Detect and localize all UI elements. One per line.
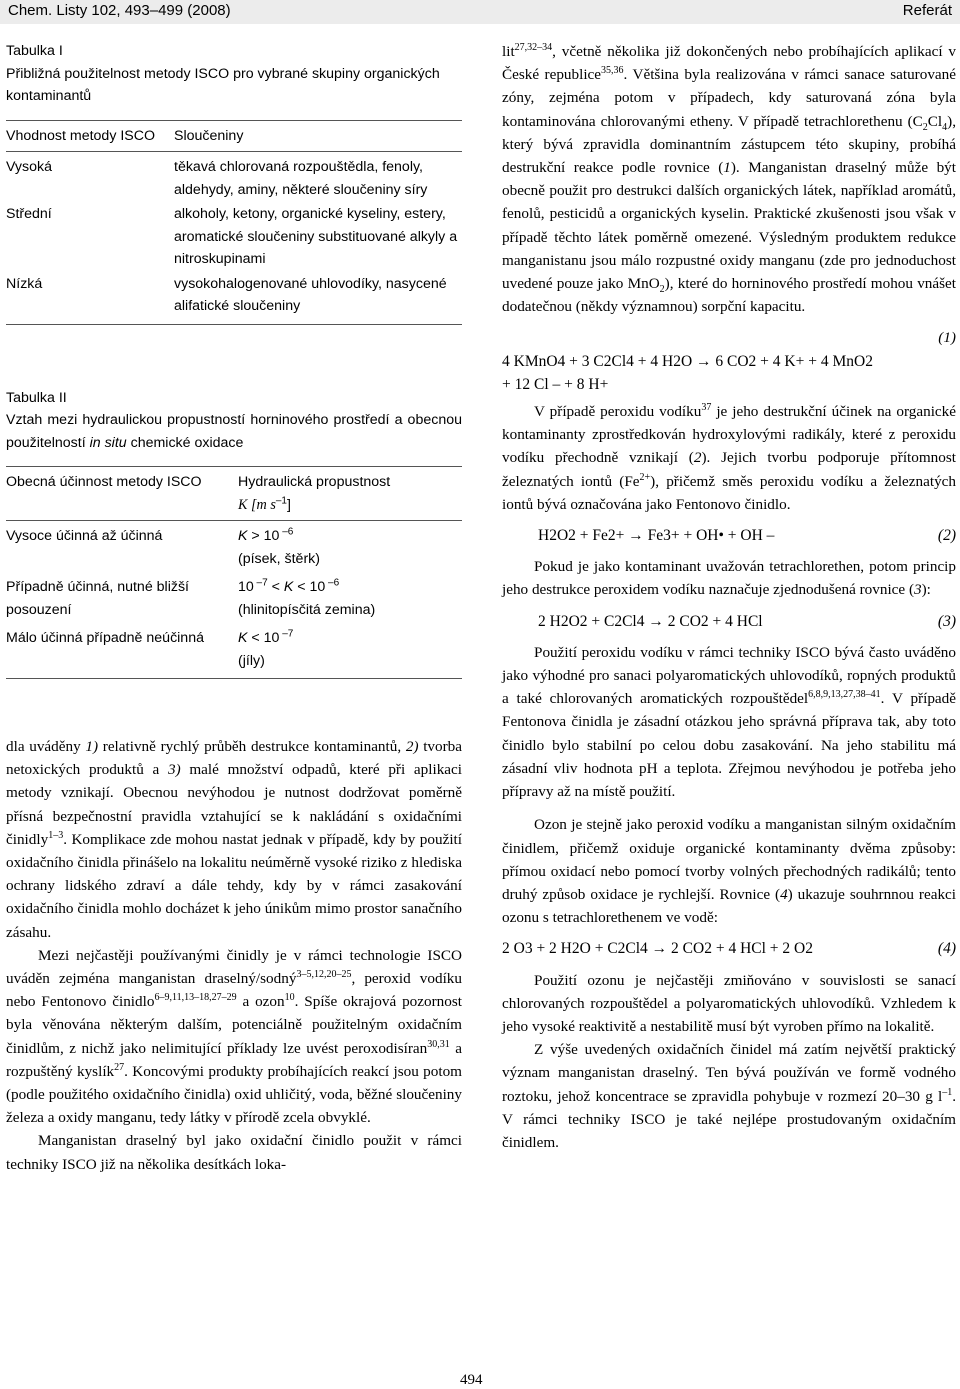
table-cell-compounds: těkavá chlorovaná rozpouštědla, fenoly, aldehydy, aminy, některé sloučeniny síry bbox=[174, 159, 428, 198]
table-cell-permeability: K > 10 $^{-6}$ (písek, štěrk) bbox=[238, 526, 320, 567]
table-2-header-rule bbox=[6, 520, 462, 521]
table-cell-compounds: vysokohalogenované uhlovodíky, nasycené alifatické sloučeniny bbox=[174, 275, 447, 314]
table-1-header-compounds: Sloučeniny bbox=[174, 127, 244, 144]
paragraph: lit$^{27,32-34}$, včetně několika již dokončených nebo probíhajících aplikací v České republice$^{35,36}$. Většina byla realizována v rámci sanace saturované zóny, zejména potom v případech, kdy saturovaná zóna byla kontaminována chlorovanými etheny. V případě tetrachlorethenu $(C_2Cl_4)$, který bývá zpravidla dominantním zástupcem této skupiny, probíhá destrukční reakce podle rovnice (1). Manganistan draselný může být obecně použit pro destrukci dalších organických látek, například aromátů, fenolů, pesticidů a organických kyselin. Praktické zkušenosti jsou však v případě těchto látek poměrně omezené. Výsledným produktem redukce manganistanu jsou málo rozpustné oxidy manganu (zde pro jednoduchost uvedené pouze jako MnO$_2$), které do horninového prostředí mohou vnášet dodatečnou (někdy významnou) sorpční kapacitu. bbox=[502, 41, 956, 316]
table-1-header-suitability: Vhodnost metody ISCO bbox=[6, 127, 156, 144]
equation-number: (4) bbox=[937, 940, 956, 958]
equation-line: 4 KMnO4 + 3 C2Cl4 + 4 H2O → 6 CO2 + 4 K+ + 4 MnO2 bbox=[502, 352, 873, 370]
equation-line: + 12 Cl – + 8 H+ bbox=[502, 375, 609, 393]
table-row bbox=[6, 576, 462, 621]
table-row bbox=[6, 273, 462, 318]
table-1-caption: Přibližná použitelnost metody ISCO pro vybrané skupiny organických kontaminantů bbox=[6, 65, 440, 104]
equation-number: (3) bbox=[937, 612, 956, 630]
table-2-top-rule bbox=[6, 466, 462, 467]
section-label: Referát bbox=[902, 2, 952, 19]
table-cell-efficiency: Málo účinná případně neúčinná bbox=[6, 630, 204, 646]
table-row bbox=[6, 156, 462, 201]
table-cell-permeability: K < 10 $^{-7}$ (jíly) bbox=[238, 628, 294, 669]
table-1-header-rule bbox=[6, 151, 462, 152]
right-column bbox=[502, 40, 956, 1154]
table-2-header-efficiency: Obecná účinnost metody ISCO bbox=[6, 474, 202, 490]
paragraph: Ozon je stejně jako peroxid vodíku a manganistan silným oxidačním činidlem, přičemž oxiduje organické kontaminanty dvěma způsoby: přímou oxidací nebo pomocí tvorby volných přechodných radikálů; tento druhý způsob oxidace je rychlejší. Rovnice (4) ukazuje souhrnnou reakci ozonu s tetrachlorethenem ve vodě: bbox=[502, 816, 957, 927]
left-body-text bbox=[6, 735, 462, 1176]
equation-4 bbox=[502, 937, 956, 960]
page-number: 494 bbox=[460, 1372, 483, 1388]
left-column bbox=[6, 40, 462, 1176]
table-1-header-row bbox=[6, 125, 462, 148]
table-1-top-rule bbox=[6, 120, 462, 121]
table-2-caption: Vztah mezi hydraulickou propustností horninového prostředí a obecnou použitelností in situ chemické oxidace bbox=[6, 412, 462, 451]
table-2-header-row bbox=[6, 471, 462, 516]
table-cell-compounds: alkoholy, ketony, organické kyseliny, estery, aromatické sloučeniny substituované alkyly a nitroskupinami bbox=[174, 206, 458, 267]
table-cell-level: Nízká bbox=[6, 275, 43, 292]
paragraph: Manganistan draselný byl jako oxidační činidlo použit v rámci techniky ISCO již na několika desítkách loka- bbox=[6, 1132, 462, 1173]
table-row bbox=[6, 203, 462, 271]
equation-1 bbox=[502, 326, 956, 396]
paragraph: Mezi nejčastěji používanými činidly je v rámci technologie ISCO uváděn zejména manganistan draselný/sodný$^{3-5,12,20-25}$, peroxid vodíku nebo Fentonovo činidlo$^{6-9,11,13-18,27-29}$ a ozon$^{10}$. Spíše okrajová pozornost byla věnována některým dalším, potenciálně použitelným oxidačním činidlům, z nichž jako nelimitující příklady lze uvést peroxodisíran$^{30,31}$ a rozpuštěný kyslík$^{27}$. Koncovými produkty probíhajících reakcí jsou potom (podle použitého oxidačního činidla) oxid uhličitý, voda, běžné sloučeniny železa a oxidy manganu, tedy látky v přírodě zcela obvyklé. bbox=[6, 946, 462, 1127]
table-1-bottom-rule bbox=[6, 324, 462, 325]
table-1 bbox=[6, 40, 462, 325]
paragraph: Použití ozonu je nejčastěji zmiňováno v souvislosti se sanací chlorovaných rozpouštědel a polyaromatických uhlovodíků. Vzhledem k jeho vysoké reaktivitě a nestabilitě musí být vyroben přímo na lokalitě. bbox=[502, 971, 956, 1035]
table-1-title: Tabulka I bbox=[6, 43, 63, 59]
equation-line: H2O2 + Fe2+ → Fe3+ + OH• + OH – bbox=[538, 527, 775, 545]
equation-number: (2) bbox=[937, 527, 956, 545]
table-cell-level: Vysoká bbox=[6, 159, 52, 175]
table-cell-level: Střední bbox=[6, 206, 52, 222]
equation-number: (1) bbox=[938, 329, 956, 347]
table-2 bbox=[6, 387, 462, 680]
journal-reference: Chem. Listy 102, 493–499 (2008) bbox=[8, 2, 231, 19]
table-cell-efficiency: Případně účinná, nutné bližší posouzení bbox=[6, 579, 189, 618]
table-row bbox=[6, 627, 462, 672]
paragraph: Pokud je jako kontaminant uvažován tetrachlorethen, potom princip jeho destrukce peroxidem vodíku naznačuje zjednodušená rovnice (3): bbox=[502, 558, 956, 599]
table-2-title: Tabulka II bbox=[6, 389, 67, 406]
table-2-bottom-rule bbox=[6, 678, 462, 679]
equation-line: 2 O3 + 2 H2O + C2Cl4 → 2 CO2 + 4 HCl + 2 O2 bbox=[502, 940, 813, 958]
table-cell-permeability: 10 $^{-7}$ < K < 10 $^{-6}$ (hlinitopísčitá zemina) bbox=[238, 577, 376, 618]
equation-2 bbox=[538, 524, 956, 547]
equation-3 bbox=[538, 610, 956, 633]
paragraph: V případě peroxidu vodíku$^{37}$ je jeho destrukční účinek na organické kontaminanty zprostředkován hydroxylovými radikály, které z peroxidu vodíku přechodně vznikají (2). Jejich tvorbu podporuje přítomnost železnatých iontů $(Fe^{2+})$, přičemž směs peroxidu vodíku a železnatých iontů bývá označována jako Fentonovo činidlo. bbox=[502, 401, 956, 513]
running-header-bar bbox=[0, 0, 960, 24]
paragraph: Z výše uvedených oxidačních činidel má zatím největší praktický význam manganistan draselný. Ten bývá používán ve formě vodného roztoku, jehož koncentrace se zpravidla pohybuje v rozmezí 20–30 g $l^{-1}$. V rámci techniky ISCO je také nejlépe prostudovaným oxidačním činidlem. bbox=[502, 1041, 956, 1151]
table-row bbox=[6, 525, 462, 570]
paragraph: dla uváděny 1) relativně rychlý průběh destrukce kontaminantů, 2) tvorba netoxických produktů a 3) malé množství odpadů, které při aplikaci metody vznikají. Obecnou nevýhodou je nutnost dodržovat poměrně přísná bezpečnostní pravidla vztahující se k nakládání s oxidačními činidly$^{1-3}$. Komplikace zde mohou nastat jednak v případě, kdy by použití oxidačního činidla přinášelo na lokalitu neúměrně vysoké riziko z hlediska ochrany lidského zdraví a dále tehdy, kdy by v rámci zasakování oxidačního činidla mohlo docházet k jeho únikům mimo prostor sanačního zásahu. bbox=[6, 738, 462, 941]
table-cell-efficiency: Vysoce účinná až účinná bbox=[6, 528, 163, 544]
table-2-header-permeability: Hydraulická propustnost K [m $s^{-1}$] bbox=[238, 474, 391, 513]
paragraph: Použití peroxidu vodíku v rámci techniky ISCO bývá často uváděno jako výhodné pro sanaci polyaromatických uhlovodíků, ropných produktů a také chlorovaných aromatických rozpouštědel$^{6,8,9,13,27,38-41}$. V případě Fentonova činidla je zásadní otázkou jeho správná příprava tak, aby toto činidlo bylo stabilní po celou dobu zasakování. Na jeho stabilitu má zásadní vliv hodnota pH a teplota. Zřejmou nevýhodou je potřeba jeho přípravy až na místě použití. bbox=[502, 643, 956, 801]
equation-line: 2 H2O2 + C2Cl4 → 2 CO2 + 4 HCl bbox=[538, 612, 763, 630]
